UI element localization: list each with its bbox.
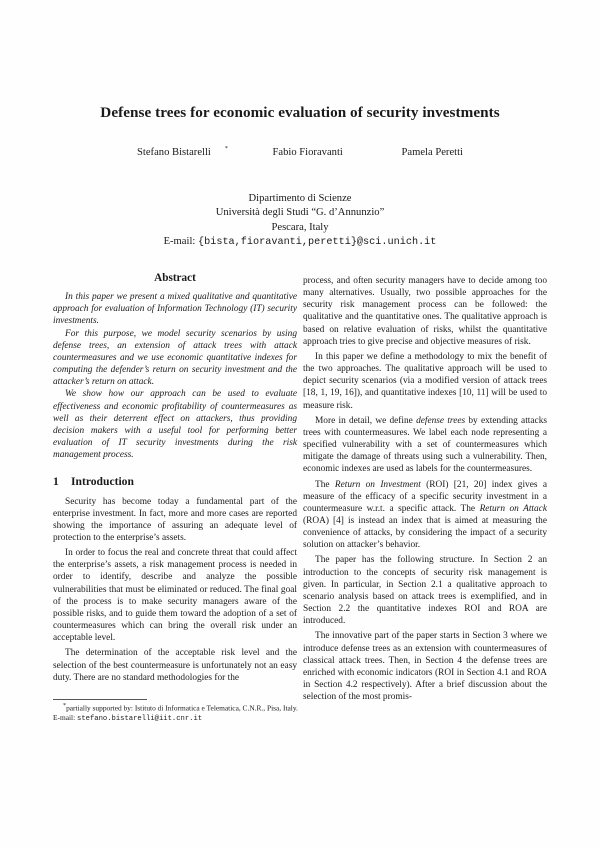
footnote-text: partially supported by: Istituto di Informatica e Telematica, C.N.R., Pisa, Italy. E-mail: xyxy=(53,703,298,722)
body-paragraph xyxy=(303,415,547,476)
university: Università degli Studi “G. d’Annunzio” xyxy=(215,207,385,219)
author-name: Fabio Fioravanti xyxy=(272,147,343,158)
email-label: E-mail: xyxy=(163,235,198,247)
body-paragraph: process, and often security managers have to decide among too many alternatives. Usually, two possible approaches for the security risk management process can be followed: the qualitative and the quantitative ones. The qualitative approach is based on relative evaluation of risks, whilst the quantitative approach tries to give precise and objective measures of risk. xyxy=(303,276,547,347)
department: Dipartimento di Scienze xyxy=(248,193,352,204)
body-paragraph: The paper has the following structure. In Section 2 an introduction to the concepts of security risk management is given. In particular, in Section 2.1 a qualitative approach to scenario analysis based on attack trees is exemplified, and in Section 2.2 the quantitative indexes ROI and ROA are introduced. xyxy=(303,555,547,627)
text-run: The xyxy=(315,479,335,490)
abstract-paragraph: For this purpose, we model security scenarios by using defense trees, an extension of attack trees with attack countermeasures and we use economic quantitative indexes for computing the defender’s return on security investment and the attacker’s return on attack. xyxy=(53,328,297,388)
text-run: by extending attacks trees with countermeasures. We label each node representing a specified vulnerability with a set of countermeasures which mitigate the damage of threats using such a vulnerability. Then, economic indexes are used as labels for the countermeasures. xyxy=(303,415,547,475)
author-list xyxy=(0,147,600,158)
affiliation xyxy=(0,192,600,250)
author-name: Stefano Bistarelli xyxy=(137,147,211,158)
introduction-body-right xyxy=(303,275,547,703)
section-heading-introduction xyxy=(53,476,297,488)
left-column xyxy=(53,272,297,687)
body-paragraph xyxy=(303,479,547,552)
email-address: {bista,fioravanti,peretti}@sci.unich.it xyxy=(197,236,437,248)
footnote-marker: * xyxy=(63,703,67,709)
body-paragraph: The innovative part of the paper starts in Section 3 where we introduce defense trees as an extension with countermeasures of classical attack trees. Then, in Section 4 the defense trees are enriched with economic indicators (ROI in Section 4.1 and ROA in Section 4.2 respectively). After a brief discussion about the selection of the most promis- xyxy=(303,631,547,703)
footnote-email: stefano.bistarelli@iit.cnr.it xyxy=(77,714,203,723)
abstract-paragraph: We show how our approach can be used to evaluate effectiveness and economic profitability of countermeasures as well as their deterrent effect on attackers, thus providing decision makers with a useful tool for performing better evaluation of IT security investments during the risk management process. xyxy=(53,389,297,461)
author xyxy=(388,147,477,158)
text-run: (ROI) [21, 20] index gives a measure of the efficacy of a specific security investment in a countermeasure w.r.t. a specific attack. The xyxy=(303,479,547,514)
introduction-body-left xyxy=(53,496,297,684)
abstract-heading: Abstract xyxy=(154,272,196,284)
text-run: (ROA) [4] is instead an index that is aimed at measuring the convenience of attacks, by considering the impact of a security solution on attacker’s behavior. xyxy=(303,515,547,551)
paper-title: Defense trees for economic evaluation of security investments xyxy=(100,104,500,121)
body-paragraph: In this paper we define a methodology to mix the benefit of the two approaches. The qualitative approach will be used to depict security scenarios (via a modified version of attack trees [18, 1, 19, 16]), and quantitative indexes [10, 11] will be used to measure risk. xyxy=(303,351,547,411)
emphasis: defense trees xyxy=(416,415,466,426)
emphasis: Return on Investment xyxy=(334,479,421,490)
footnote xyxy=(53,702,299,724)
emphasis: Return on Attack xyxy=(479,503,547,514)
body-paragraph: The determination of the acceptable risk level and the selection of the best countermeasure is unfortunately not an easy duty. There are no standard methodologies for the xyxy=(53,648,297,683)
body-paragraph: Security has become today a fundamental part of the enterprise investment. In fact, more and more cases are reported showing the importance of assuring an adequate level of protection to the enterprise’s assets. xyxy=(53,496,297,543)
section-title: Introduction xyxy=(71,475,134,489)
author-name: Pamela Peretti xyxy=(401,147,463,158)
abstract-paragraph: In this paper we present a mixed qualitative and quantitative approach for evaluation of Information Technology (IT) security investments. xyxy=(53,292,297,327)
author xyxy=(259,147,357,158)
author xyxy=(123,147,228,158)
email-line xyxy=(0,235,600,250)
body-paragraph: In order to focus the real and concrete threat that could affect the enterprise’s assets, a risk management process is needed in order to identify, describe and analyze the possible vulnerabilities that must be eliminated or reduced. The final goal of the process is to make security managers aware of the possible risks, and to guide them toward the adoption of a set of countermeasures which can bring the overall risk under an acceptable level. xyxy=(53,548,297,644)
right-column xyxy=(303,275,547,706)
section-number: 1 xyxy=(53,475,59,489)
text-run: More in detail, we define xyxy=(315,415,417,426)
footnote-divider xyxy=(53,699,147,700)
footnote-marker: * xyxy=(224,146,228,152)
abstract xyxy=(53,272,297,461)
city: Pescara, Italy xyxy=(271,221,329,233)
